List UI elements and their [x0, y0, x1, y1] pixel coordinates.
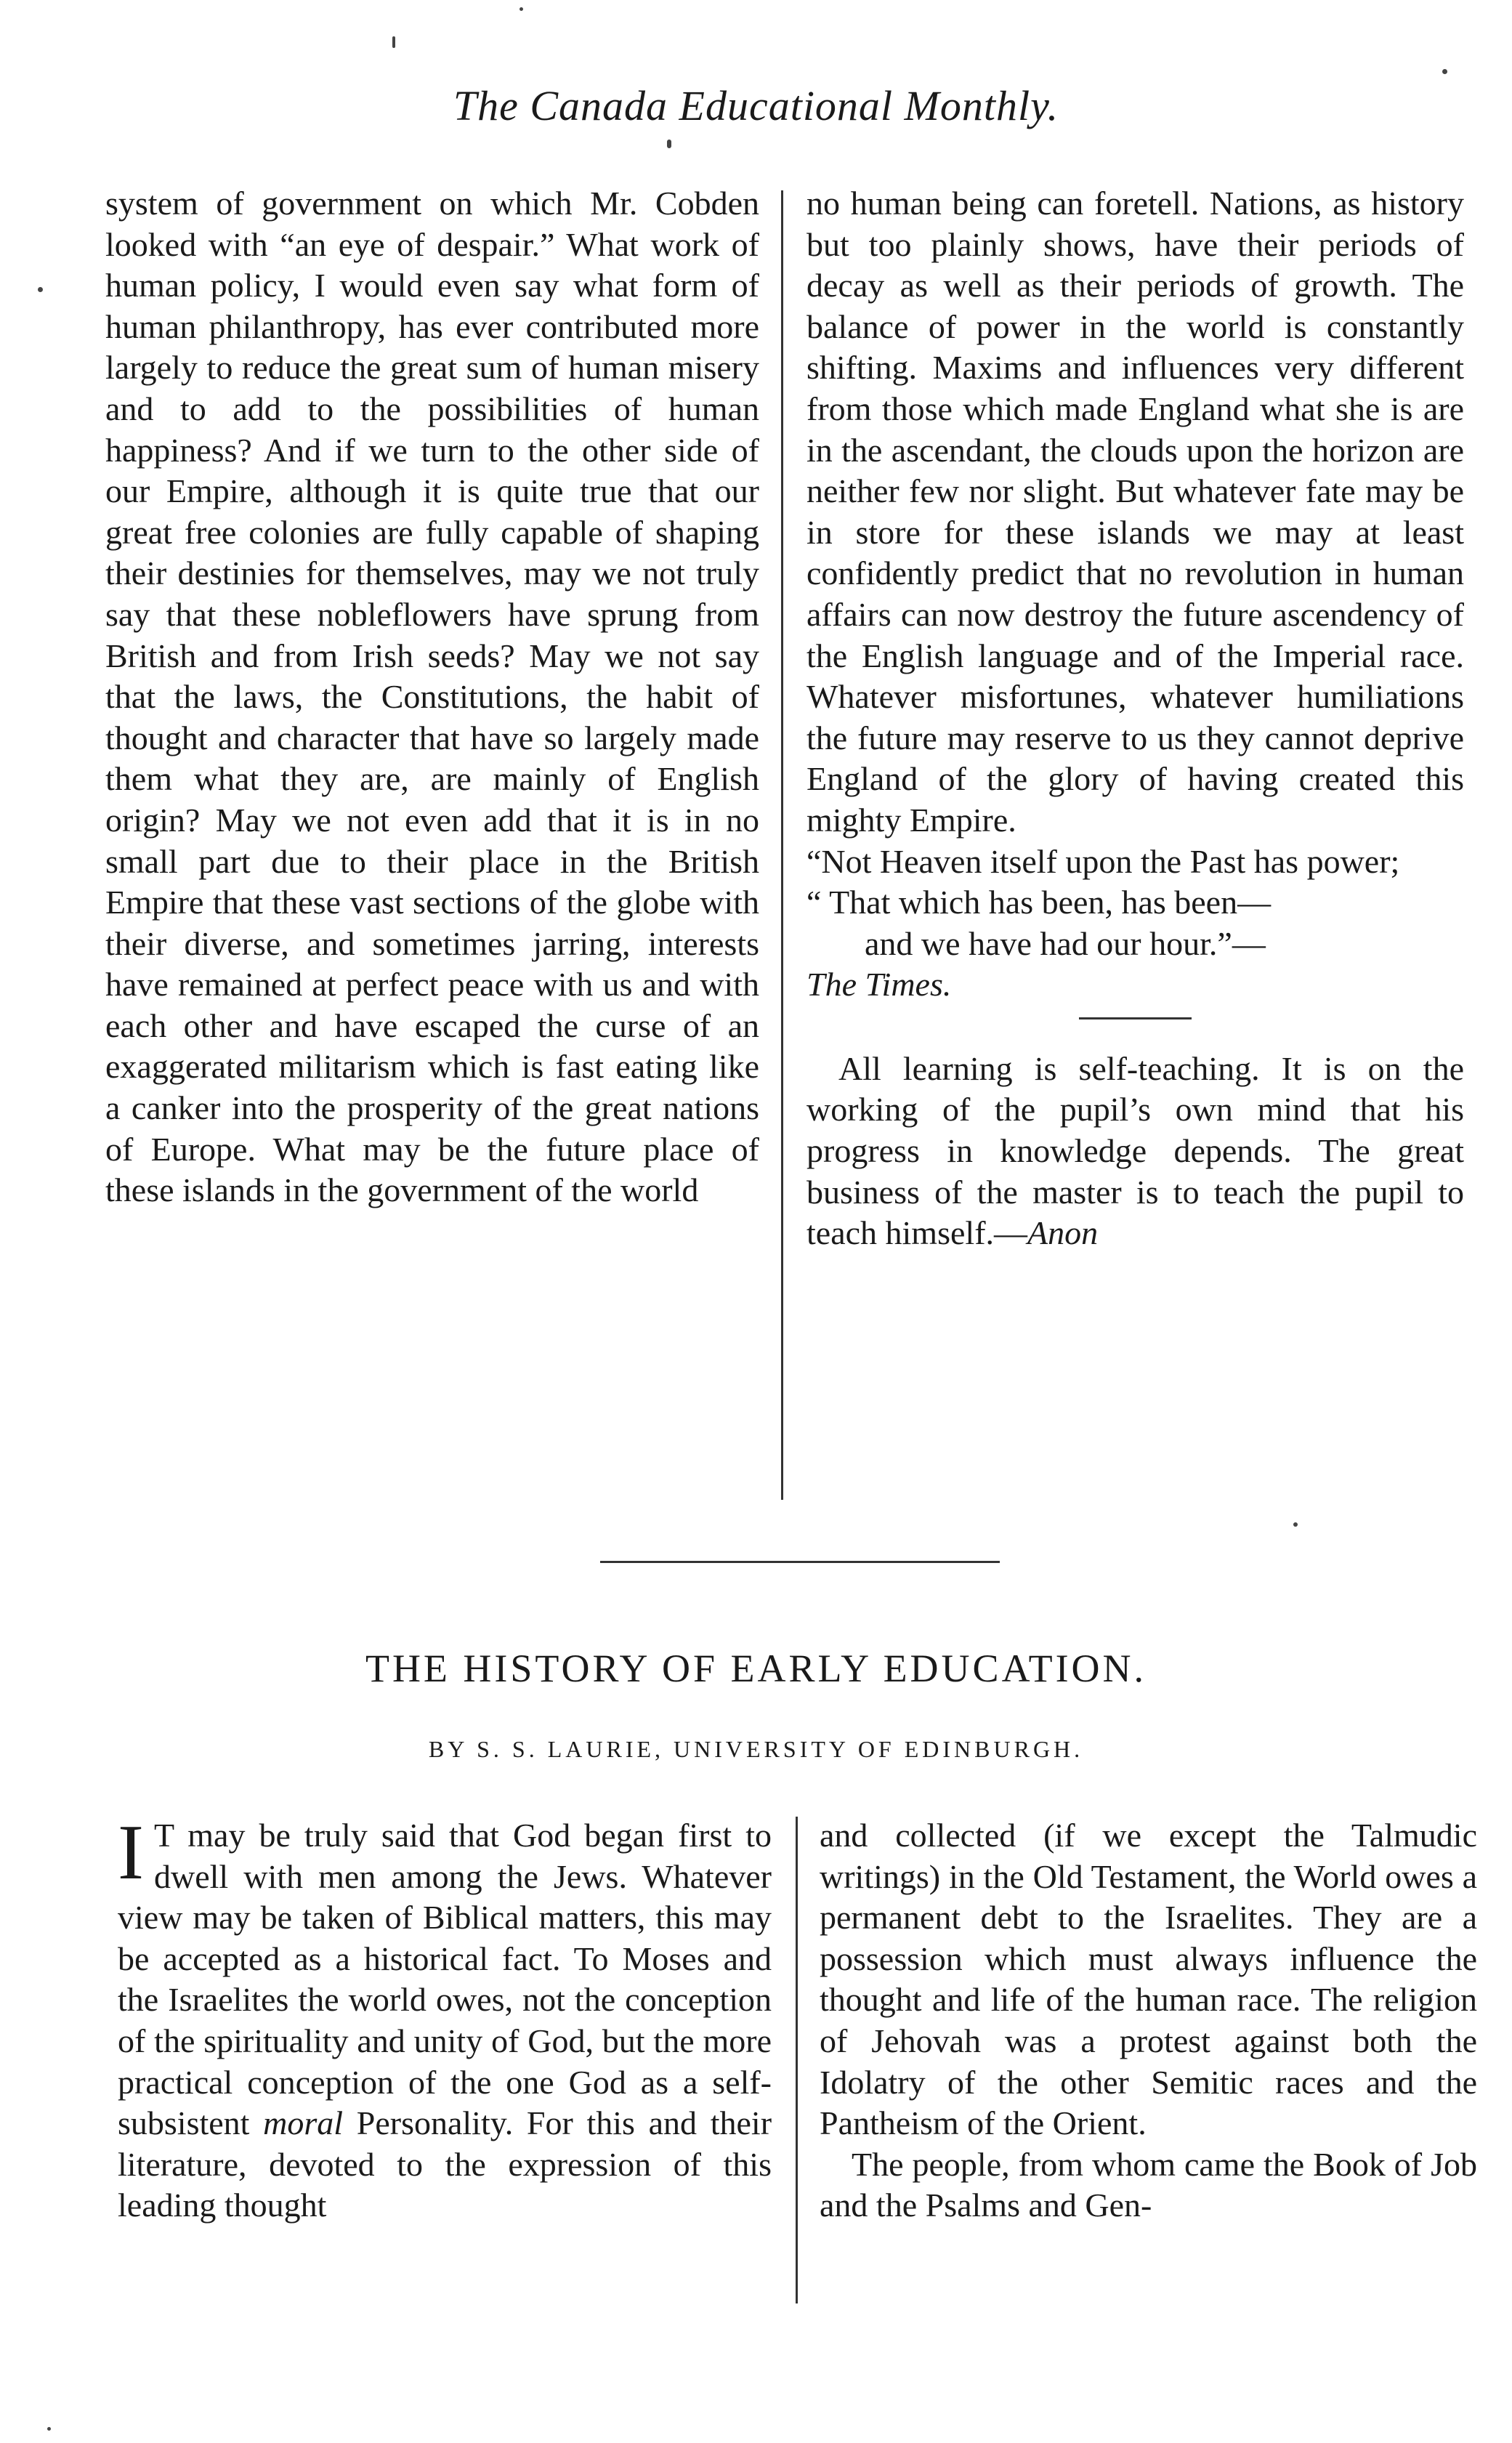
- print-speck: [667, 140, 671, 148]
- upper-right-paragraph: no human being can foretell. Nations, as history but too plainly shows, have their periods of decay as well as their periods of growth. The balance of power in the world is constantly shifting. Maxims and influences very different from those which made England what she is are in the ascendant, the clouds upon the horizon are neither few nor slight. But whatever fate may be in store for these islands we may at least confidently predict that no revolution in human affairs can now destroy the future ascendency of the English language and of the Imperial race. Whatever misfortunes, whatever humiliations the future may reserve to us they cannot deprive England of the glory of having created this mighty Empire.: [806, 185, 1464, 839]
- upper-left-paragraph: system of government on which Mr. Cobden looked with “an eye of despair.” What work of human policy, I would even say what form of human philanthropy, has ever contributed more largely to reduce the great sum of human misery and to add to the possibilities of human happiness? And if we turn to the other side of our Empire, although it is quite true that our great free colonies are fully capable of shaping their destinies for themselves, may we not truly say that these nobleflowers have sprung from British and from Irish seeds? May we not say that the laws, the Constitutions, the habit of thought and character that have so largely made them what they are, are mainly of English origin? May we not even add that it is in no small part due to their place in the British Empire that these vast sections of the globe with their diverse, and sometimes jarring, interests have remained at perfect peace with us and with each other and have escaped the curse of an exaggerated militarism which is fast eating like a canker into the prosperity of the great nations of Europe. What may be the future place of these islands in the government of the world: [105, 185, 759, 1209]
- poem-line: “Not Heaven itself upon the Past has power;: [806, 842, 1400, 880]
- article-paragraph: The people, from whom came the Book of Job and the Psalms and Gen-: [820, 2145, 1477, 2224]
- running-header: The Canada Educational Monthly.: [453, 82, 1059, 129]
- upper-left-column: [105, 183, 759, 1211]
- print-speck: [1293, 1522, 1298, 1527]
- print-speck: [520, 7, 523, 11]
- article-left-column: [118, 1809, 772, 2226]
- article-italic-word: moral: [263, 2104, 344, 2142]
- article-paragraph: and collected (if we except the Talmudic writings) in the Old Testament, the World owes a permanent debt to the Israelites. They are a possession which must always influence the thought and life of the human race. The religion of Jehovah was a protest against both the Idolatry of the other Semitic races and the Pantheism of the Orient.: [820, 1817, 1477, 2142]
- article-paragraph: [118, 1809, 772, 2226]
- column-divider: [781, 190, 783, 1500]
- article-text: T may be truly said that God began first to dwell with men among the Jews. Whatever view may be taken of Biblical matters, this may be accepted as a historical fact. To Moses and the Israelites the world owes, not the conception of the spirituality and unity of God, but the more practical conception of the one God as a self-subsistent: [118, 1817, 772, 2142]
- article-separator-rule: [600, 1561, 1000, 1563]
- poem-source: The Times.: [806, 966, 952, 1004]
- column-divider: [796, 1817, 798, 2303]
- article-title: THE HISTORY OF EARLY EDUCATION.: [365, 1647, 1147, 1690]
- upper-right-column: [806, 183, 1464, 1254]
- quote-text: All learning is self-teaching. It is on the working of the pupil’s own mind that his progress in knowledge depends. The great business of the master is to teach the pupil to teach himself.—: [806, 1049, 1464, 1252]
- print-speck: [1442, 69, 1447, 74]
- print-speck: [47, 2427, 51, 2431]
- print-speck: [38, 287, 43, 292]
- article-text: Personality. For this and their literature, devoted to the expression of this leading thought: [118, 2104, 772, 2224]
- quote-paragraph: [806, 1049, 1464, 1254]
- quote-source: Anon: [1027, 1214, 1099, 1252]
- drop-cap: I: [118, 1809, 144, 1896]
- section-rule: [1079, 1017, 1192, 1019]
- poem-line: “ That which has been, has been—: [806, 884, 1272, 921]
- article-byline: BY S. S. LAURIE, UNIVERSITY OF EDINBURGH.: [428, 1736, 1084, 1762]
- poem-line-continuation: and we have had our hour.”—: [865, 924, 1266, 962]
- article-right-column: [820, 1815, 1477, 2226]
- print-speck: [392, 36, 395, 48]
